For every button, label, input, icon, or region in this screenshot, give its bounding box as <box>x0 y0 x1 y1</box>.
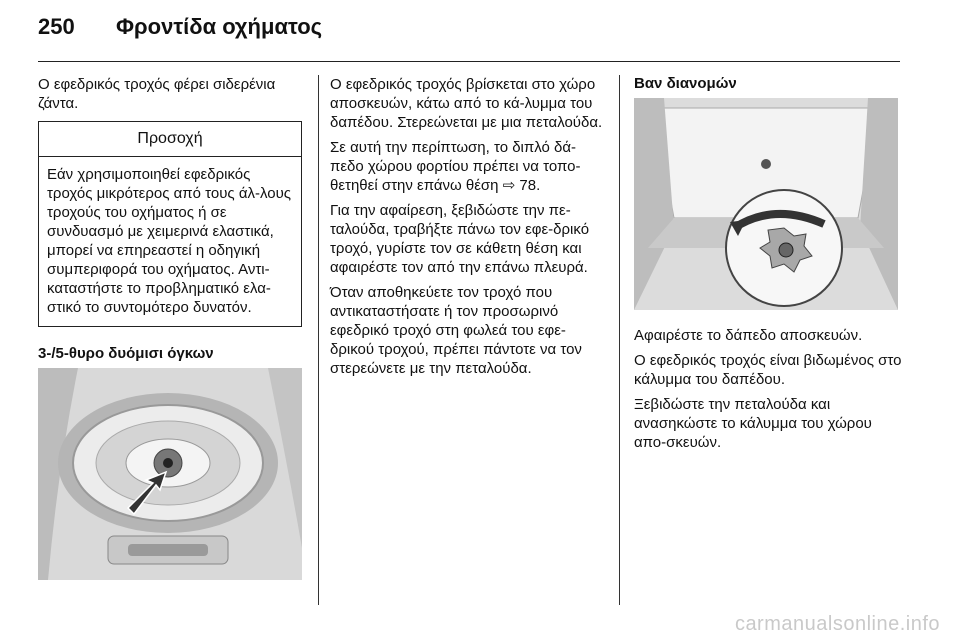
remove-floor-paragraph: Αφαιρέστε το δάπεδο αποσκευών. <box>634 327 863 344</box>
van-spare-wheel-figure <box>634 98 898 310</box>
intro-paragraph: Ο εφεδρικός τροχός φέρει σιδερένια ζάντα. <box>38 76 276 112</box>
van-subheading: Βαν διανομών <box>634 75 737 92</box>
storage-paragraph: Όταν αποθηκεύετε τον τροχό που αντικαταστήσατε ή τον προσωρινό εφεδρικό τροχό στη φωλεά του εφε-δρικού τροχού, πρέπει πάντοτε να τον στερεώνετε με την πεταλούδα. <box>330 284 582 377</box>
double-floor-paragraph: Σε αυτή την περίπτωση, το διπλό δά-πεδο χώρου φορτίου πρέπει να τοπο-θετηθεί στην επάνω θέση ⇨ 78. <box>330 139 581 194</box>
column-2 <box>330 75 605 384</box>
hatchback-subheading: 3-/5-θυρο δυόμισι όγκων <box>38 345 214 362</box>
column-1 <box>38 75 302 580</box>
page-title: Φροντίδα οχήματος <box>116 14 323 39</box>
column-divider-2 <box>619 75 620 605</box>
caution-title: Προσοχή <box>39 122 301 157</box>
removal-paragraph: Για την αφαίρεση, ξεβιδώστε την πε-ταλούδα, τραβήξτε πάνω τον εφε-δρικό τροχό, γυρίστε τον σε κάθετη θέση και αφαιρέστε τον από την επάνω πλευρά. <box>330 202 590 276</box>
column-3 <box>634 75 904 458</box>
caution-box <box>38 121 302 327</box>
page-header <box>38 14 900 50</box>
header-rule <box>38 61 900 62</box>
unscrew-paragraph: Ξεβιδώστε την πεταλούδα και ανασηκώστε το κάλυμμα του χώρου απο-σκευών. <box>634 396 872 451</box>
location-paragraph: Ο εφεδρικός τροχός βρίσκεται στο χώρο αποσκευών, κάτω από το κά-λυμμα του δαπέδου. Στερεώνεται με μια πεταλούδα. <box>330 76 603 131</box>
page-number: 250 <box>38 14 75 39</box>
watermark: carmanualsonline.info <box>734 613 940 635</box>
screwed-paragraph: Ο εφεδρικός τροχός είναι βιδωμένος στο κάλυμμα του δαπέδου. <box>634 352 902 388</box>
column-divider-1 <box>318 75 319 605</box>
hatchback-spare-wheel-figure <box>38 368 302 580</box>
caution-text: Εάν χρησιμοποιηθεί εφεδρικός τροχός μικρότερος από τους άλ-λους τροχούς του οχήματος ή σε συνδυασμό με χειμερινά ελαστικά, μπορεί να επηρεαστεί η οδηγική συμπεριφορά του οχήματος. Αντι-καταστήστε το προβληματικό ελα-στικό το συντομότερο δυνατόν. <box>47 166 292 316</box>
